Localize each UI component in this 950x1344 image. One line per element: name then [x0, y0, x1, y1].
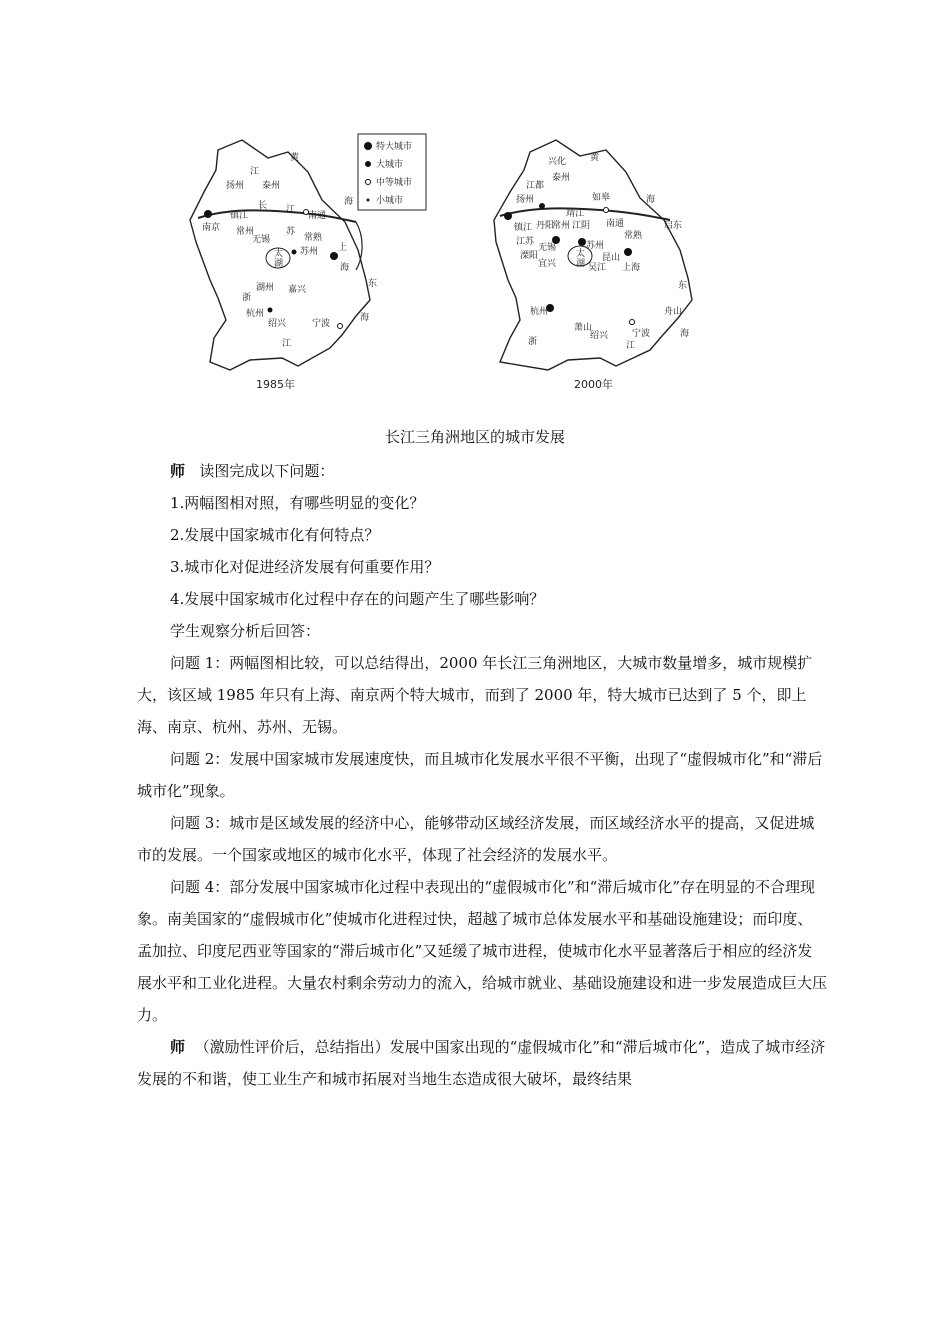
- svg-text:无锡: 无锡: [252, 235, 271, 245]
- svg-text:泰州: 泰州: [262, 181, 281, 191]
- svg-text:绍兴: 绍兴: [590, 331, 609, 341]
- question-1: 1.两幅图相对照，有哪些明显的变化？: [170, 494, 425, 512]
- svg-text:扬州: 扬州: [226, 181, 245, 191]
- svg-text:湖: 湖: [576, 259, 586, 269]
- svg-text:嘉兴: 嘉兴: [288, 285, 307, 295]
- svg-text:中等城市: 中等城市: [376, 178, 413, 188]
- svg-text:上海: 上海: [622, 263, 641, 273]
- svg-text:扬州: 扬州: [516, 195, 535, 205]
- city-1985-shanghai-dot: [330, 252, 338, 260]
- map-legend: [358, 134, 426, 210]
- question-2: 2.发展中国家城市化有何特点？: [170, 526, 380, 544]
- svg-text:1985年: 1985年: [256, 378, 295, 391]
- svg-text:长: 长: [258, 201, 268, 211]
- svg-text:常州: 常州: [236, 227, 255, 237]
- svg-text:黄: 黄: [290, 153, 300, 163]
- answer-1: 问题 1：两幅图相比较，可以总结得出，2000 年长江三角洲地区，大城市数量增多，城市规模扩大，该区域 1985 年只有上海、南京两个特大城市，而到了 2000 年，特大城市已达到了 5 个，即上海、南京、杭州、苏州、无锡。: [137, 654, 813, 736]
- svg-text:大城市: 大城市: [376, 160, 404, 170]
- svg-text:苏州: 苏州: [300, 247, 319, 257]
- map-svg: [170, 130, 770, 400]
- teacher-prompt: 师 读图完成以下问题：: [170, 462, 335, 480]
- svg-text:上: 上: [338, 243, 348, 253]
- svg-text:苏: 苏: [286, 227, 296, 237]
- svg-text:湖州: 湖州: [256, 283, 275, 293]
- svg-text:溧阳: 溧阳: [520, 251, 539, 261]
- svg-text:绍兴: 绍兴: [268, 319, 287, 329]
- question-3: 3.城市化对促进经济发展有何重要作用？: [170, 558, 440, 576]
- svg-text:无锡: 无锡: [538, 243, 557, 253]
- svg-text:2000年: 2000年: [574, 378, 613, 391]
- svg-text:舟山: 舟山: [664, 307, 683, 317]
- svg-text:湖: 湖: [274, 259, 284, 269]
- teacher-summary: 师 （激励性评价后，总结指出）发展中国家出现的“虚假城市化”和“滞后城市化”，造成了城市经济发展的不和谐，使工业生产和城市拓展对当地生态造成很大破坏，最终结果: [137, 1038, 826, 1088]
- svg-text:常熟: 常熟: [304, 233, 323, 243]
- svg-text:南京: 南京: [202, 223, 221, 233]
- body-text: [137, 455, 827, 1095]
- figure-caption: 长江三角洲地区的城市发展: [384, 428, 565, 446]
- svg-text:太: 太: [576, 249, 586, 259]
- svg-text:海: 海: [340, 263, 350, 273]
- svg-text:泰州: 泰州: [552, 173, 571, 183]
- svg-text:海: 海: [344, 197, 354, 207]
- svg-text:靖江: 靖江: [566, 209, 585, 219]
- svg-text:启东: 启东: [664, 221, 683, 231]
- svg-text:丹阳: 丹阳: [536, 221, 555, 231]
- svg-text:镇江: 镇江: [514, 223, 533, 233]
- city-1985-nanjing-dot: [204, 210, 212, 218]
- svg-text:萧山: 萧山: [574, 323, 593, 333]
- svg-text:常州: 常州: [552, 221, 571, 231]
- svg-text:黄: 黄: [590, 153, 600, 163]
- svg-text:浙: 浙: [528, 337, 538, 347]
- svg-text:常熟: 常熟: [624, 231, 643, 241]
- svg-text:苏州: 苏州: [586, 241, 605, 251]
- answer-4: 问题 4：部分发展中国家城市化过程中表现出的“虚假城市化”和“滞后城市化”存在明显的不合理现象。南美国家的“虚假城市化”使城市化进程过快，超越了城市总体发展水平和基础设施建设；而印度、孟加拉、印度尼西亚等国家的“滞后城市化”又延缓了城市进程，使城市化水平显著落后于相应的经济发展水平和工业化进程。大量农村剩余劳动力的流入，给城市就业、基础设施建设和进一步发展造成巨大压力。: [137, 878, 828, 1024]
- svg-text:南通: 南通: [606, 219, 625, 229]
- svg-text:昆山: 昆山: [602, 253, 621, 263]
- svg-text:江: 江: [286, 205, 296, 215]
- city-1985-suzhou-dot: [292, 250, 297, 255]
- svg-text:太: 太: [274, 249, 284, 259]
- svg-text:兴化: 兴化: [548, 157, 567, 167]
- svg-text:特大城市: 特大城市: [376, 142, 413, 152]
- city-1985-ningbo-dot: [338, 324, 343, 329]
- svg-text:浙: 浙: [242, 293, 252, 303]
- svg-text:镇江: 镇江: [230, 211, 249, 221]
- svg-text:吴江: 吴江: [588, 263, 607, 273]
- svg-text:江都: 江都: [526, 181, 545, 191]
- question-4: 4.发展中国家城市化过程中存在的问题产生了哪些影响？: [170, 590, 545, 608]
- svg-text:杭州: 杭州: [530, 307, 549, 317]
- svg-text:江苏: 江苏: [516, 237, 535, 247]
- city-1985-hangzhou-dot: [268, 308, 273, 313]
- svg-text:小城市: 小城市: [376, 196, 404, 206]
- map-figure: [170, 130, 770, 400]
- svg-text:南通: 南通: [308, 211, 327, 221]
- svg-text:宁波: 宁波: [632, 329, 651, 339]
- svg-text:宜兴: 宜兴: [538, 259, 557, 269]
- answer-2: 问题 2：发展中国家城市发展速度快，而且城市化发展水平很不平衡，出现了“虚假城市化”和“滞后城市化”现象。: [137, 750, 823, 800]
- student-intro: 学生观察分析后回答：: [170, 622, 321, 640]
- svg-text:海: 海: [646, 195, 656, 205]
- svg-text:江: 江: [626, 341, 636, 351]
- svg-text:东: 东: [678, 281, 688, 291]
- svg-text:宁波: 宁波: [312, 319, 331, 329]
- svg-text:东: 东: [368, 279, 378, 289]
- svg-text:江阴: 江阴: [572, 221, 591, 231]
- svg-text:如皋: 如皋: [592, 193, 611, 203]
- svg-text:海: 海: [360, 313, 370, 323]
- answer-3: 问题 3：城市是区域发展的经济中心，能够带动区域经济发展，而区域经济水平的提高，又促进城市的发展。一个国家或地区的城市化水平，体现了社会经济的发展水平。: [137, 814, 815, 864]
- svg-text:杭州: 杭州: [246, 309, 265, 319]
- svg-text:海: 海: [680, 329, 690, 339]
- svg-text:江: 江: [250, 167, 260, 177]
- svg-text:江: 江: [282, 339, 292, 349]
